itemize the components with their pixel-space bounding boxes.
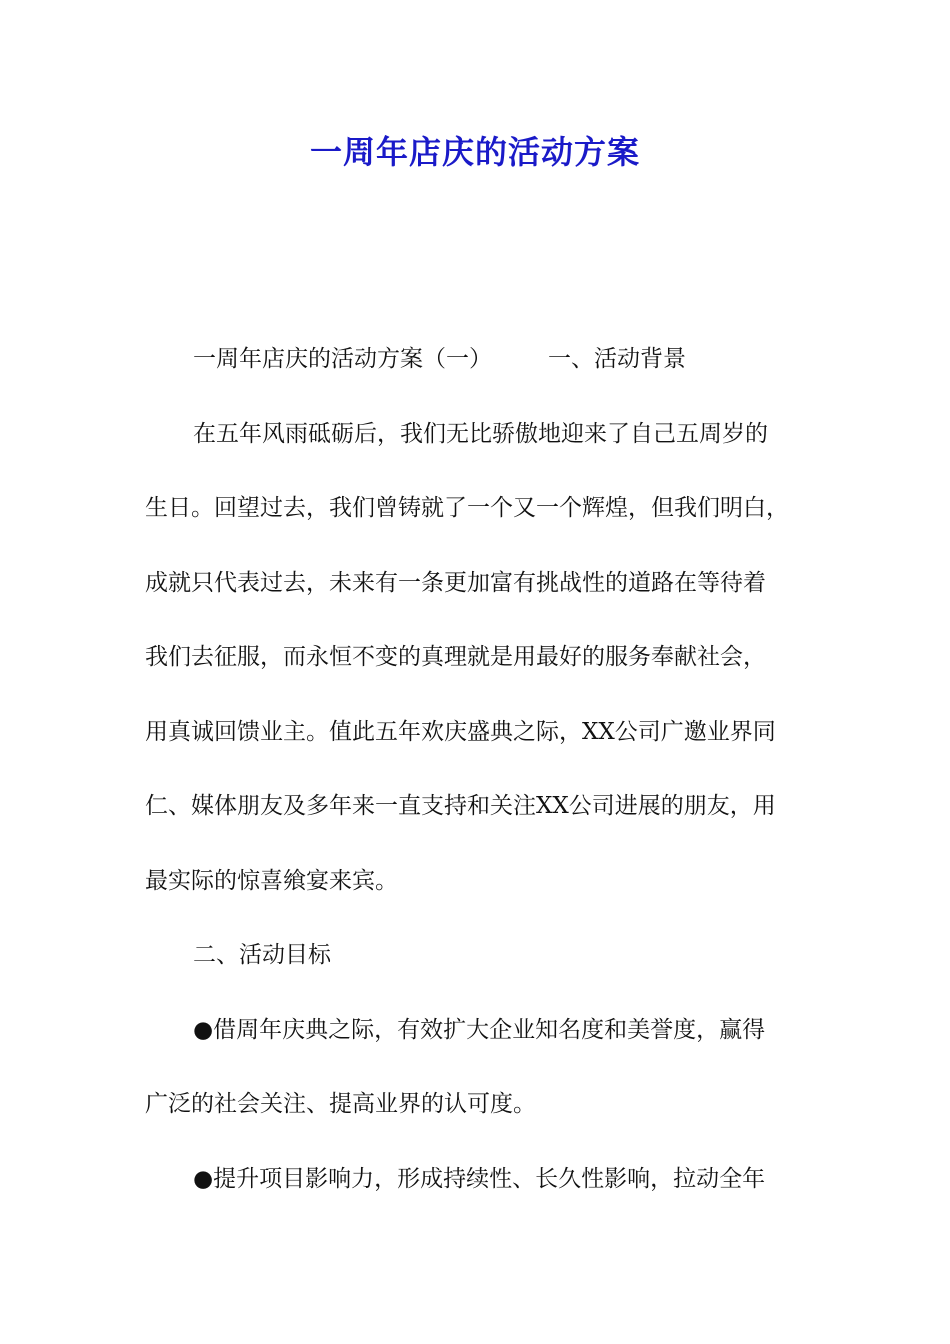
section-heading: 二、活动目标 — [193, 942, 331, 968]
paragraph-line: 成就只代表过去，未来有一条更加富有挑战性的道路在等待着 — [145, 569, 766, 596]
section-heading-1: 一周年店庆的活动方案（一） — [193, 346, 492, 372]
paragraph-line: 生日。回望过去，我们曾铸就了一个又一个辉煌，但我们明白， — [145, 495, 789, 521]
paragraph-line: 广泛的社会关注、提高业界的认可度。 — [145, 1091, 536, 1117]
paragraph-line — [145, 322, 810, 397]
paragraph-line: 仁、媒体朋友及多年来一直支持和关注XX公司进展的朋友，用 — [145, 793, 776, 819]
paragraph-line: 用真诚回馈业主。值此五年欢庆盛典之际，XX公司广邀业界同 — [145, 718, 776, 745]
paragraph-line: 最实际的惊喜飨宴来宾。 — [145, 867, 398, 894]
bullet-line: ●提升项目影响力，形成持续性、长久性影响，拉动全年 — [193, 1165, 766, 1192]
paragraph-line: 在五年风雨砥砺后，我们无比骄傲地迎来了自己五周岁的 — [193, 420, 768, 447]
bullet-line: ●借周年庆典之际，有效扩大企业知名度和美誉度，赢得 — [193, 1016, 766, 1043]
document-body — [145, 322, 810, 1216]
document-title: 一周年店庆的活动方案 — [309, 133, 640, 171]
section-heading-2: 一、活动背景 — [548, 346, 686, 372]
paragraph-line: 我们去征服，而永恒不变的真理就是用最好的服务奉献社会， — [145, 644, 766, 670]
